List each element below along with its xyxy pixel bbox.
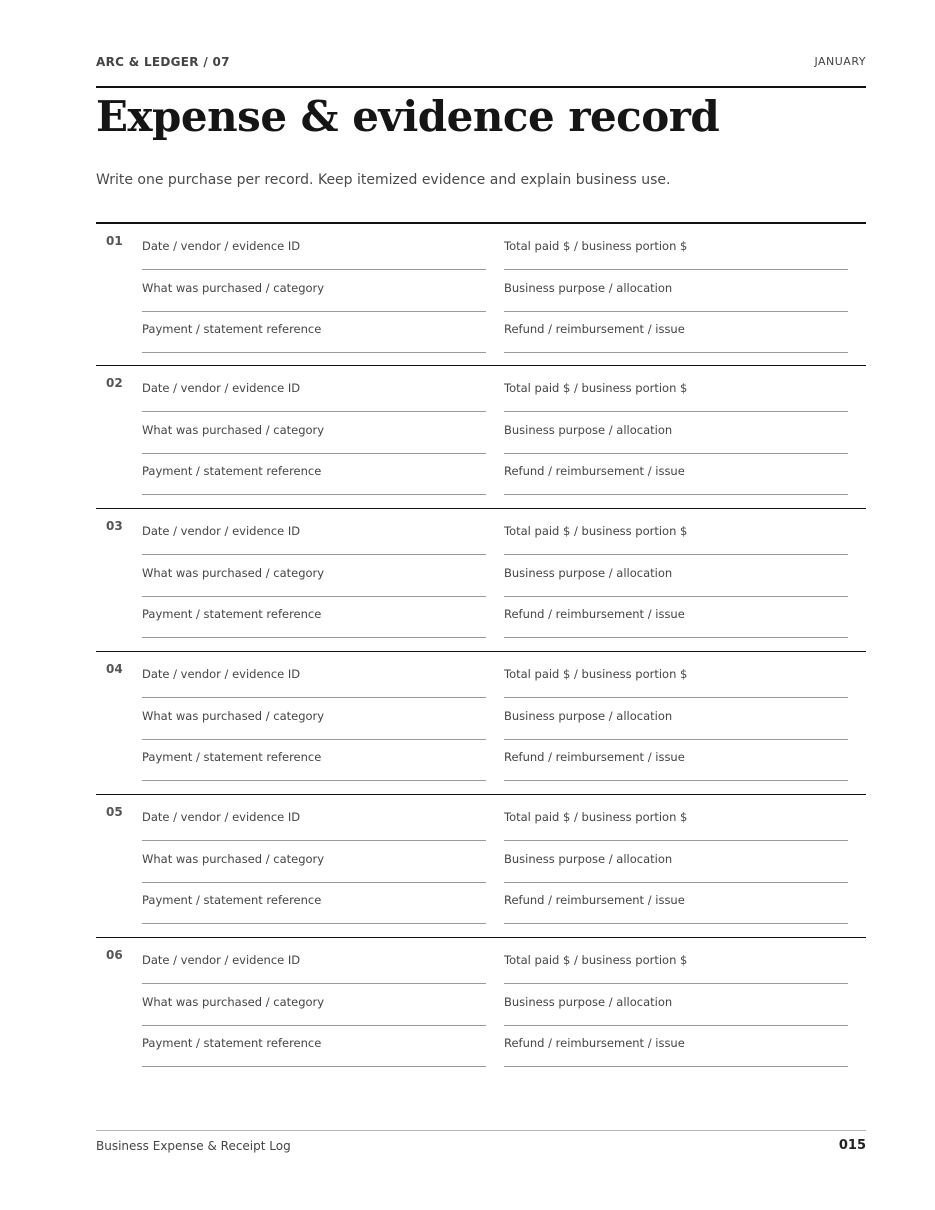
records-list — [96, 222, 866, 1080]
write-in-field[interactable] — [504, 521, 848, 555]
record-number: 04 — [106, 662, 123, 676]
write-in-field[interactable] — [504, 664, 848, 698]
brand-label: ARC & LEDGER / 07 — [96, 55, 230, 69]
write-in-field[interactable] — [142, 319, 486, 353]
field-label: Refund / reimbursement / issue — [504, 607, 685, 621]
field-label: What was purchased / category — [142, 281, 325, 295]
record-number: 03 — [106, 519, 123, 533]
field-label: What was purchased / category — [142, 995, 325, 1009]
field-label: Business purpose / allocation — [504, 995, 673, 1009]
field-label: Business purpose / allocation — [504, 423, 673, 437]
write-in-field[interactable] — [504, 807, 848, 841]
field-label: Total paid $ / business portion $ — [504, 810, 688, 824]
write-in-field[interactable] — [504, 747, 848, 781]
record-number: 02 — [106, 376, 123, 390]
field-label: Date / vendor / evidence ID — [142, 810, 301, 824]
write-in-field[interactable] — [142, 1033, 486, 1067]
field-label: Payment / statement reference — [142, 322, 322, 336]
field-label: Payment / statement reference — [142, 464, 322, 478]
field-label: Refund / reimbursement / issue — [504, 893, 685, 907]
write-in-field[interactable] — [504, 420, 848, 454]
field-label: Refund / reimbursement / issue — [504, 322, 685, 336]
write-in-field[interactable] — [504, 950, 848, 984]
page-title: Expense & evidence record — [96, 92, 720, 141]
write-in-field[interactable] — [504, 278, 848, 312]
write-in-field[interactable] — [142, 420, 486, 454]
header-bar — [96, 55, 866, 71]
write-in-field[interactable] — [504, 378, 848, 412]
expense-record — [96, 365, 866, 508]
record-number: 01 — [106, 234, 123, 248]
month-label: JANUARY — [814, 55, 866, 68]
title-rule — [96, 86, 866, 88]
write-in-field[interactable] — [504, 319, 848, 353]
field-label: Business purpose / allocation — [504, 281, 673, 295]
write-in-field[interactable] — [504, 236, 848, 270]
field-label: Date / vendor / evidence ID — [142, 953, 301, 967]
field-label: Total paid $ / business portion $ — [504, 667, 688, 681]
write-in-field[interactable] — [142, 604, 486, 638]
write-in-field[interactable] — [142, 807, 486, 841]
expense-record — [96, 937, 866, 1080]
field-label: Payment / statement reference — [142, 893, 322, 907]
write-in-field[interactable] — [504, 1033, 848, 1067]
write-in-field[interactable] — [142, 747, 486, 781]
write-in-field[interactable] — [142, 521, 486, 555]
field-label: Total paid $ / business portion $ — [504, 524, 688, 538]
field-label: Date / vendor / evidence ID — [142, 524, 301, 538]
page — [96, 0, 866, 1210]
field-label: Refund / reimbursement / issue — [504, 464, 685, 478]
field-label: Refund / reimbursement / issue — [504, 1036, 685, 1050]
expense-record — [96, 222, 866, 365]
field-label: Date / vendor / evidence ID — [142, 381, 301, 395]
write-in-field[interactable] — [142, 849, 486, 883]
write-in-field[interactable] — [142, 890, 486, 924]
expense-record — [96, 794, 866, 937]
write-in-field[interactable] — [142, 664, 486, 698]
field-label: Payment / statement reference — [142, 750, 322, 764]
write-in-field[interactable] — [504, 604, 848, 638]
write-in-field[interactable] — [504, 461, 848, 495]
expense-record — [96, 651, 866, 794]
footer-rule — [96, 1130, 866, 1131]
write-in-field[interactable] — [504, 890, 848, 924]
record-number: 06 — [106, 948, 123, 962]
write-in-field[interactable] — [142, 950, 486, 984]
page-number: 015 — [838, 1138, 866, 1153]
write-in-field[interactable] — [142, 461, 486, 495]
write-in-field[interactable] — [142, 563, 486, 597]
record-number: 05 — [106, 805, 123, 819]
field-label: What was purchased / category — [142, 423, 325, 437]
write-in-field[interactable] — [142, 992, 486, 1026]
field-label: What was purchased / category — [142, 709, 325, 723]
expense-record — [96, 508, 866, 651]
write-in-field[interactable] — [504, 706, 848, 740]
field-label: Business purpose / allocation — [504, 709, 673, 723]
field-label: Business purpose / allocation — [504, 852, 673, 866]
write-in-field[interactable] — [142, 278, 486, 312]
field-label: Business purpose / allocation — [504, 566, 673, 580]
write-in-field[interactable] — [504, 563, 848, 597]
write-in-field[interactable] — [142, 378, 486, 412]
write-in-field[interactable] — [142, 706, 486, 740]
field-label: What was purchased / category — [142, 566, 325, 580]
write-in-field[interactable] — [142, 236, 486, 270]
field-label: Total paid $ / business portion $ — [504, 239, 688, 253]
intro-text: Write one purchase per record. Keep itemized evidence and explain business use. — [96, 172, 671, 188]
field-label: What was purchased / category — [142, 852, 325, 866]
field-label: Total paid $ / business portion $ — [504, 953, 688, 967]
write-in-field[interactable] — [504, 992, 848, 1026]
write-in-field[interactable] — [504, 849, 848, 883]
field-label: Date / vendor / evidence ID — [142, 667, 301, 681]
field-label: Total paid $ / business portion $ — [504, 381, 688, 395]
field-label: Date / vendor / evidence ID — [142, 239, 301, 253]
field-label: Refund / reimbursement / issue — [504, 750, 685, 764]
field-label: Payment / statement reference — [142, 1036, 322, 1050]
field-label: Payment / statement reference — [142, 607, 322, 621]
footer-title: Business Expense & Receipt Log — [96, 1139, 291, 1153]
